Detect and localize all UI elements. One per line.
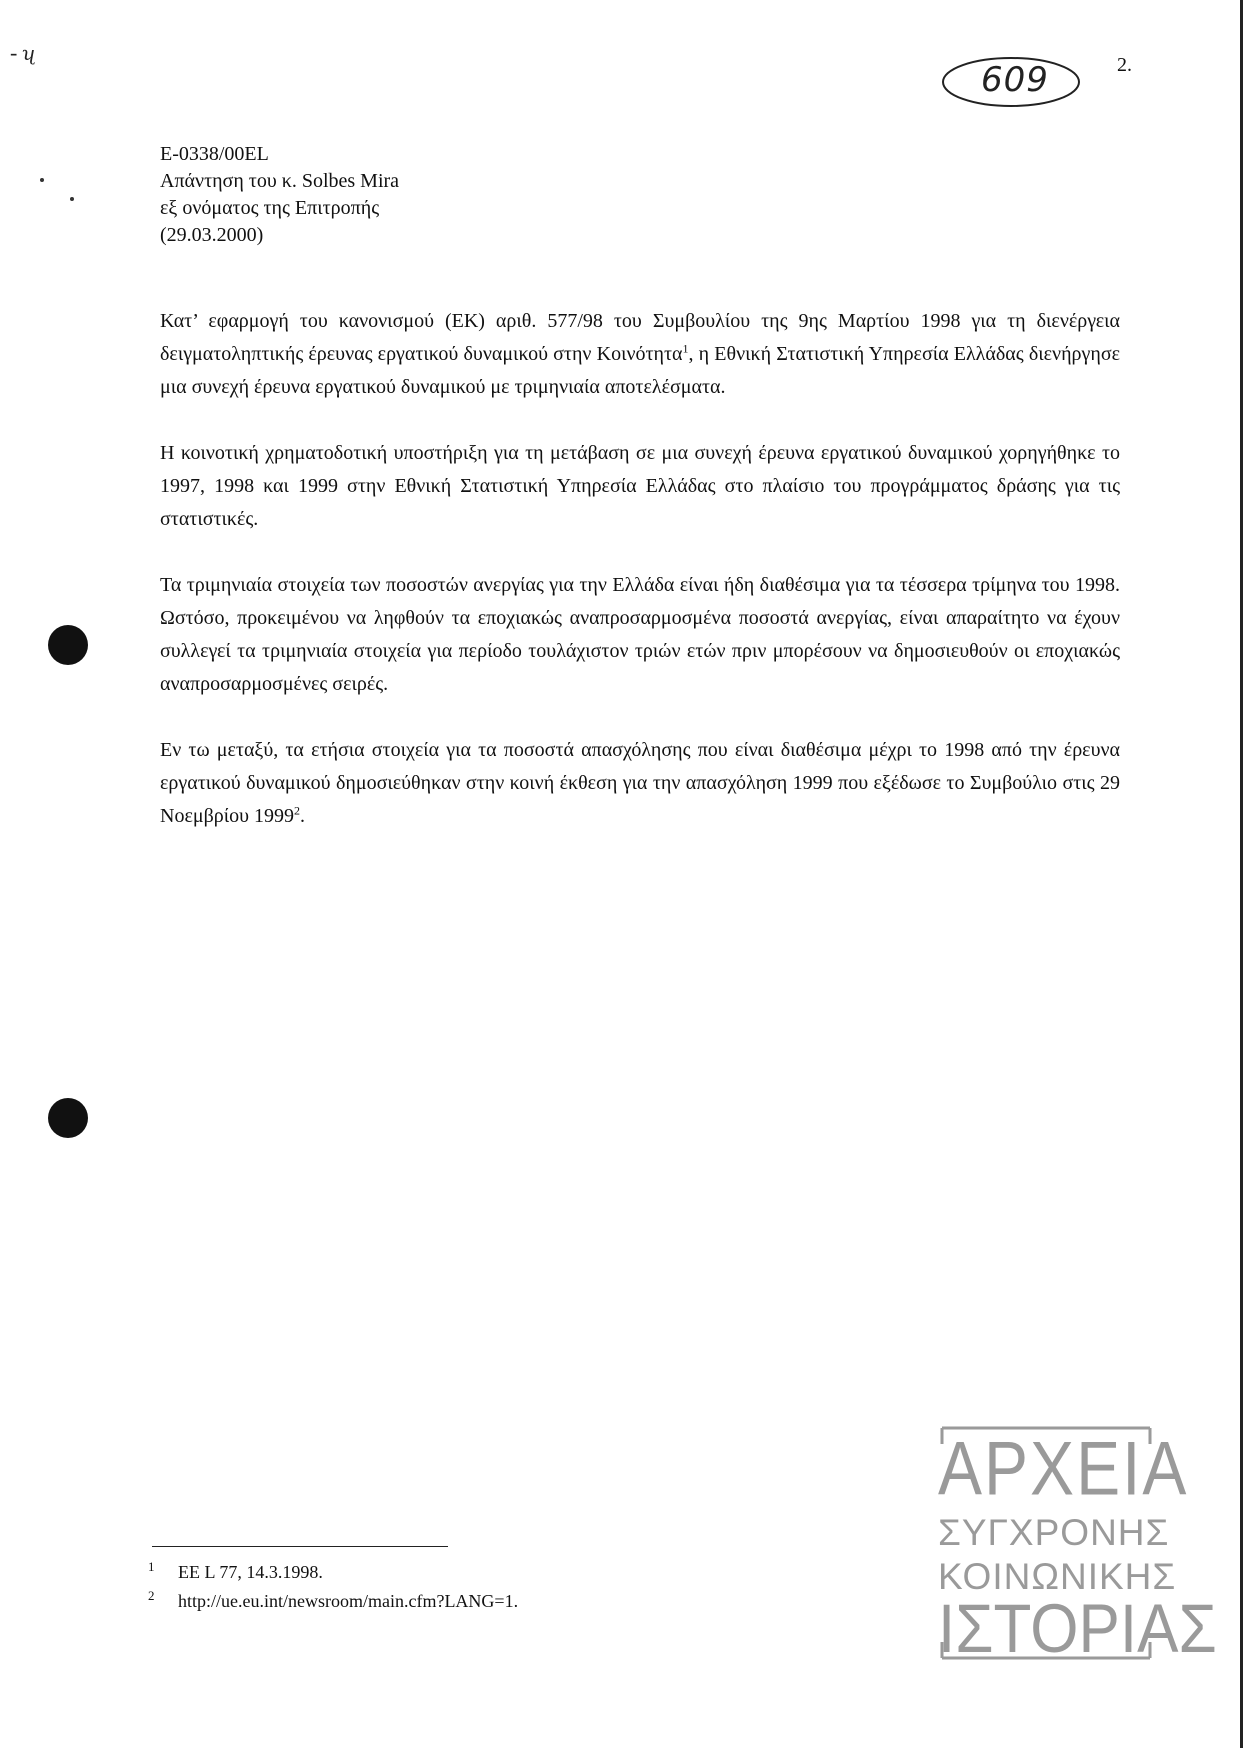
answer-by: Απάντηση του κ. Solbes Mira <box>160 170 400 192</box>
punch-hole-icon <box>48 625 88 665</box>
footnote <box>148 1587 518 1616</box>
footnotes <box>148 1558 518 1616</box>
footnote-text: EE L 77, 14.3.1998. <box>178 1562 323 1582</box>
logo-line-3: ΚΟΙΝΩΝΙΚΗΣ <box>938 1556 1177 1597</box>
footnote-link-text: http://ue.eu.int/newsroom/main.cfm?LANG=1. <box>178 1591 519 1611</box>
paragraph-text: Εν τω μεταξύ, τα ετήσια στοιχεία για τα ποσοστά απασχόλησης που είναι διαθέσιμα μέχρι το 1998 από την έρευνα εργατικού δυναμικού δημοσιεύθηκαν στην κοινή έκθεση για την απασχόληση 1999 που εξέδωσε το Συμβούλιο στις 29 Νοεμβρίου 1999 <box>160 739 1120 827</box>
on-behalf: εξ ονόματος της Επιτροπής <box>160 197 380 219</box>
handwritten-stamp <box>940 54 1082 110</box>
paragraph <box>160 305 1120 404</box>
footnote-ref: 1 <box>682 341 689 356</box>
footnote-number: 1 <box>148 1559 155 1574</box>
footnote-number: 2 <box>148 1588 155 1603</box>
answer-date: (29.03.2000) <box>160 224 264 246</box>
footnote <box>148 1558 518 1587</box>
paragraph-text: Η κοινοτική χρηματοδοτική υποστήριξη για τη μετάβαση σε μια συνεχή έρευνα εργατικού δυναμικού χορηγήθηκε το 1997, 1998 και 1999 στην Εθνική Στατιστική Υπηρεσία Ελλάδας στο πλαίσιο του προγράμματος δράσης για τις στατιστικές. <box>160 442 1120 530</box>
paragraph-text: Κατ’ εφαρμογή του κανονισμού (ΕΚ) αριθ. 577/98 του Συμβουλίου της 9ης Μαρτίου 1998 για τη διενέργεια δειγματοληπτικής έρευνας εργατικού δυναμικού στην Κοινότητα <box>160 310 1120 365</box>
footnote-ref: 2 <box>294 803 301 818</box>
page-number: 2. <box>1117 54 1132 76</box>
paragraph-text: Τα τριμηνιαία στοιχεία των ποσοστών ανεργίας για την Ελλάδα είναι ήδη διαθέσιμα για τα τέσσερα τρίμηνα του 1998. Ωστόσο, προκειμένου να ληφθούν τα εποχιακώς αναπροσαρμοσμένα ποσοστά ανεργίας, είναι απαραίτητο να έχουν συλλεγεί τα τριμηνιαία στοιχεία για περίοδο τουλάχιστον τριών ετών πριν μπορέσουν να δημοσιευθούν οι εποχιακώς αναπροσαρμοσμένες σειρές. <box>160 574 1120 695</box>
scan-speck <box>40 178 44 182</box>
paragraph <box>160 437 1120 536</box>
archive-watermark-logo <box>938 1424 1217 1668</box>
logo-line-4: ΙΣΤΟΡΙΑΣ <box>938 1591 1217 1668</box>
scan-speck <box>70 197 74 201</box>
reference-block <box>160 141 399 249</box>
footnote-separator <box>152 1546 448 1547</box>
paragraph-text: , η Εθνική Στατιστική Υπηρεσία Ελλάδας διενήργησε μια συνεχή έρευνα εργατικού δυναμικού με τριμηνιαία αποτελέσματα. <box>160 343 1120 398</box>
body-text <box>160 305 1120 866</box>
reference-code: E-0338/00EL <box>160 143 269 165</box>
logo-line-1: ΑΡΧΕΙΑ <box>938 1425 1189 1511</box>
corner-handwritten-mark: - ʯ <box>10 40 35 65</box>
paragraph <box>160 569 1120 701</box>
stamp-number: 609 <box>981 60 1049 100</box>
punch-hole-icon <box>48 1098 88 1138</box>
logo-line-2: ΣΥΓΧΡΟΝΗΣ <box>938 1512 1170 1553</box>
paragraph-text: . <box>300 805 306 827</box>
paragraph <box>160 734 1120 833</box>
